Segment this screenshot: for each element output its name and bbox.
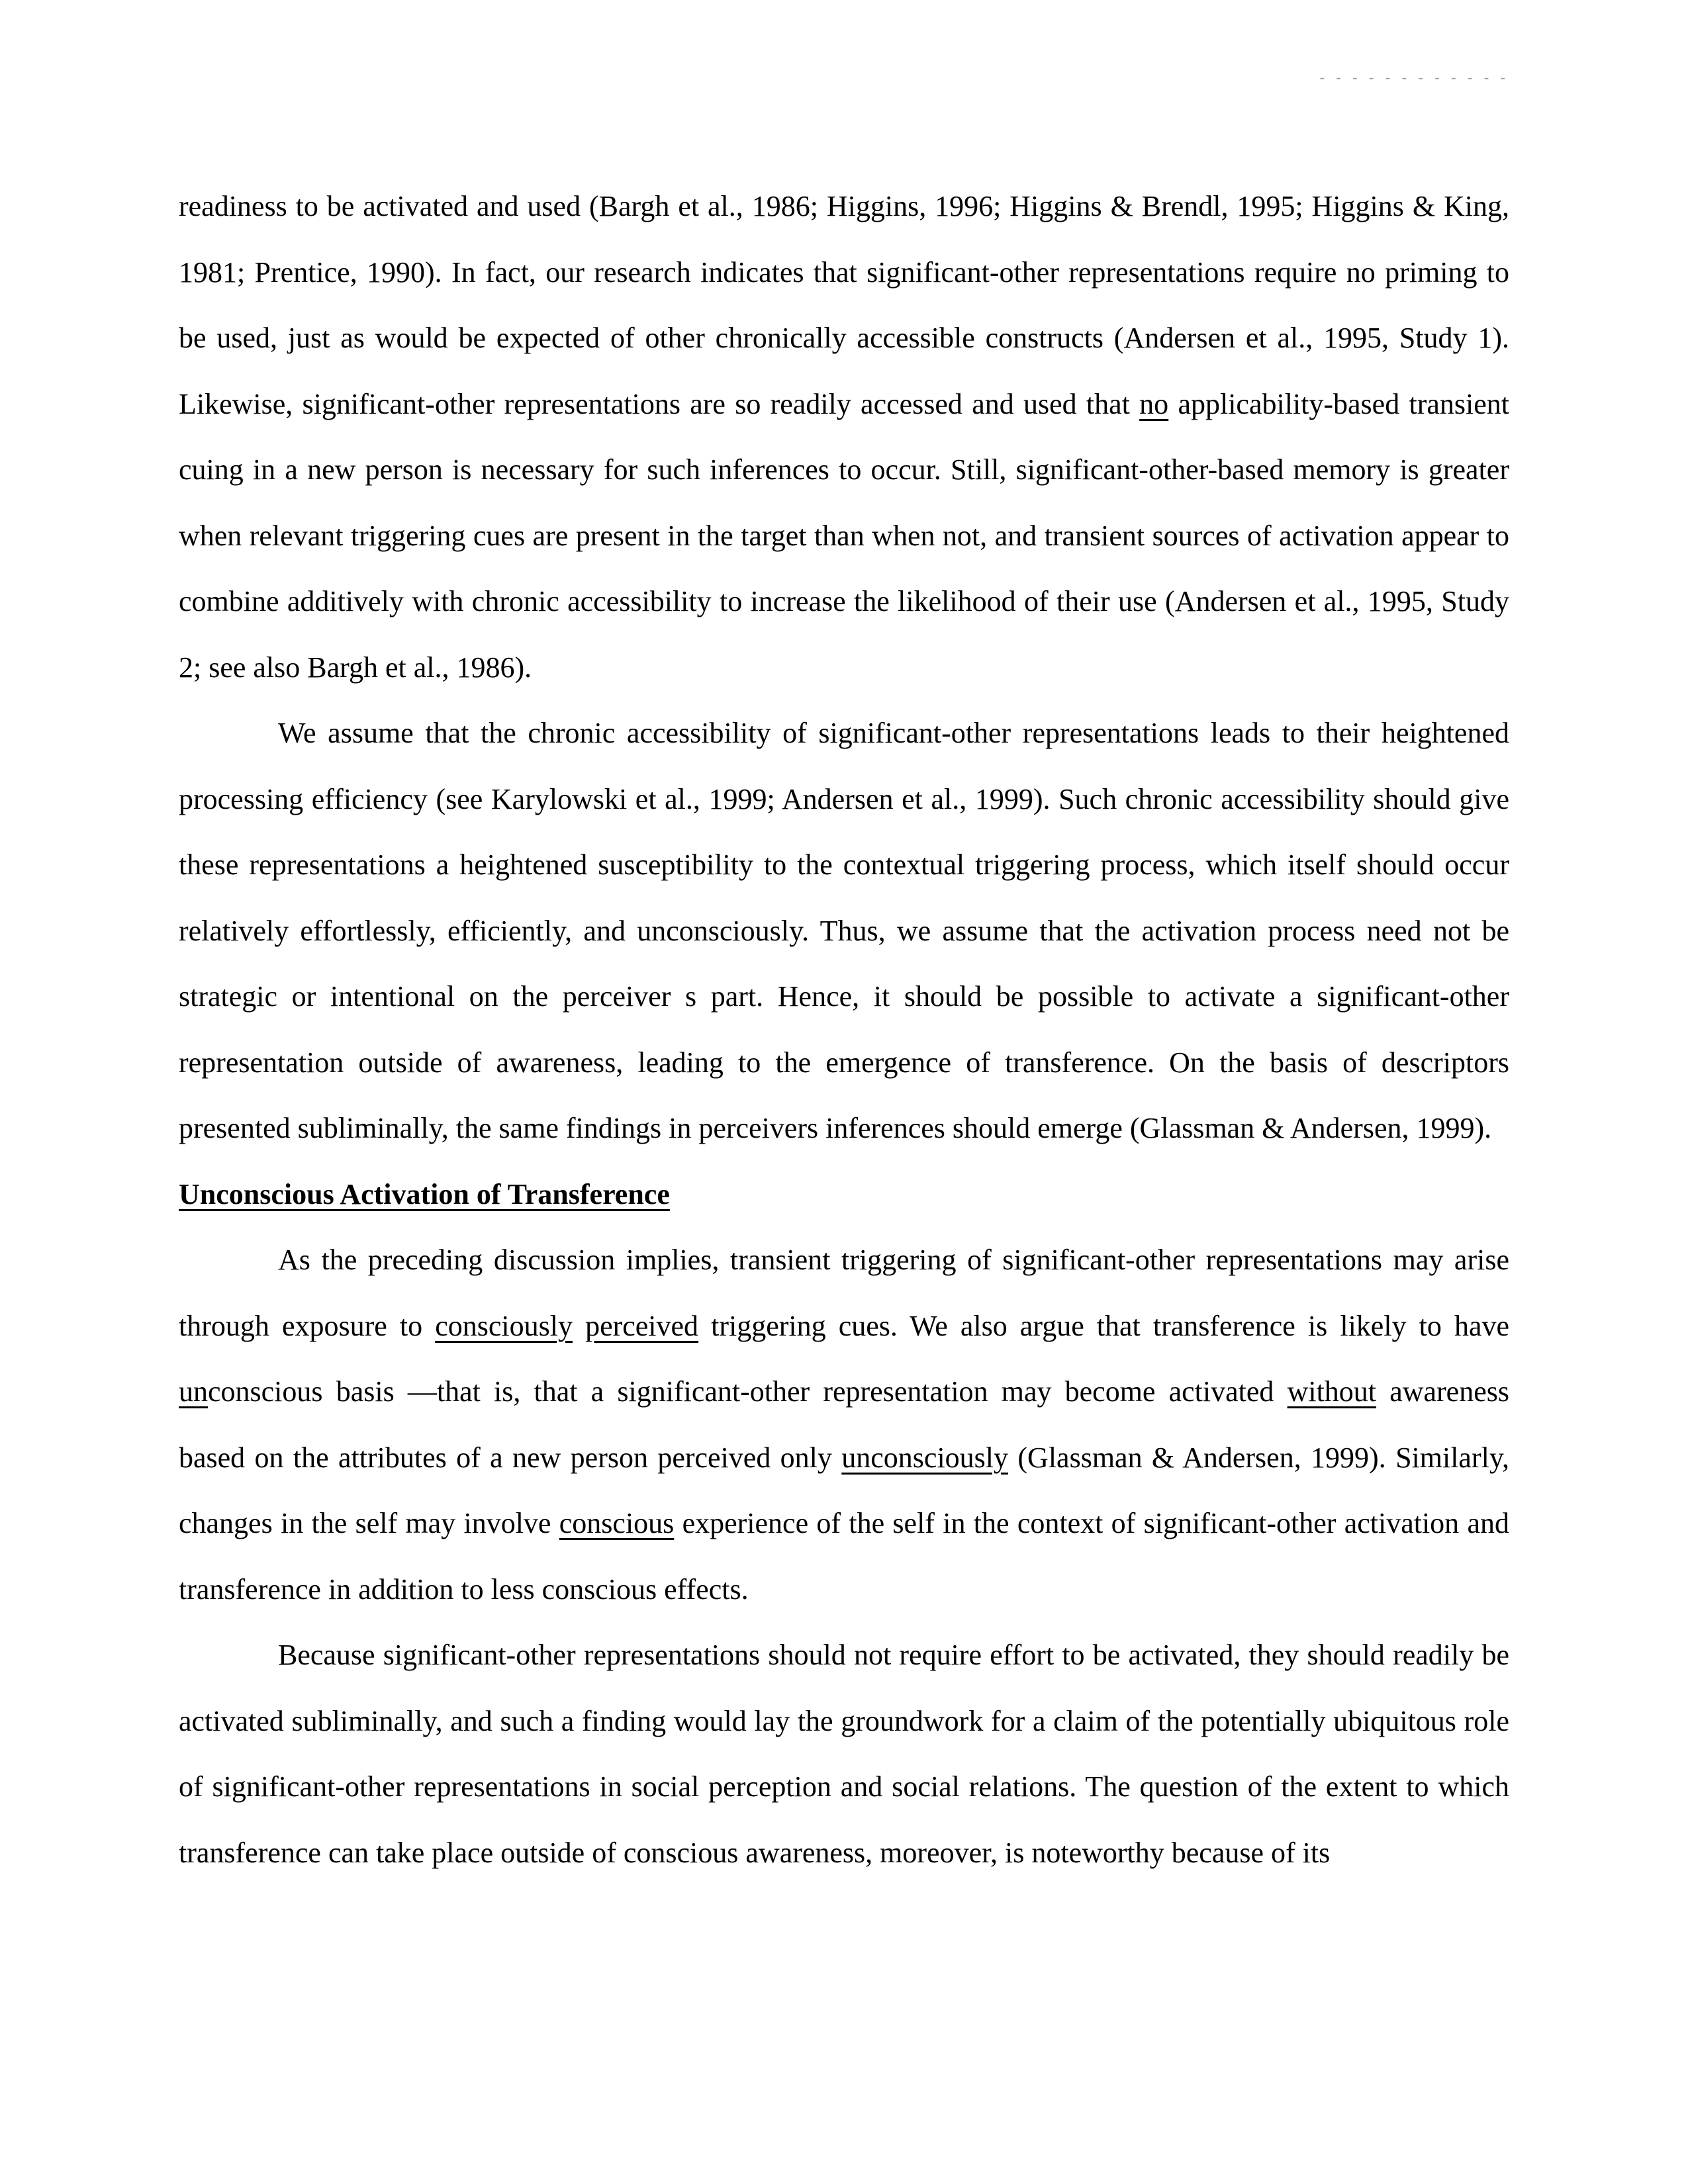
- paragraph-2: We assume that the chronic accessibility of significant-other representations leads to their heightened processing efficiency (see Karylowski et al., 1999; Andersen et al., 1999). Such chronic accessibility should give these representations a heightened susceptibility to the contextual triggering process, which itself should occur relatively effortlessly, efficiently, and unconsciously. Thus, we assume that the activation process need not be strategic or intentional on the perceiver s part. Hence, it should be possible to activate a significant-other representation outside of awareness, leading to the emergence of transference. On the basis of descriptors presented subliminally, the same findings in perceivers inferences should emerge (Glassman & Andersen, 1999).: [179, 717, 1509, 1144]
- p1-text-a: readiness to be activated and used (Bargh et al., 1986; Higgins, 1996; Higgins & Brendl, 1995; Higgins & King, 1981; Prentice, 1990). In fact, our research indicates that significant-other representations require no priming to be used, just as would be expected of other chronically accessible constructs (Andersen et al., 1995, Study 1). Likewise, significant-other representations are so readily accessed and used that: [179, 190, 1509, 420]
- document-body: [179, 173, 1509, 1886]
- p3-underlined-unconsciously: unconsciously: [841, 1441, 1009, 1474]
- section-heading: Unconscious Activation of Transference: [179, 1177, 670, 1210]
- p3-text-e: (Glassman & Andersen, 1999). Similarly, changes in the self may involve: [179, 1441, 1509, 1539]
- p3-text-d: awareness based on the attributes of a new person perceived only: [179, 1375, 1509, 1474]
- paragraph-1: [179, 173, 1509, 700]
- p3-underlined-un: un: [179, 1375, 208, 1408]
- p3-text-f: experience of the self in the context of significant-other activation and transference in addition to less conscious effects.: [179, 1507, 1510, 1606]
- paragraph-4: Because significant-other representations should not require effort to be activated, they should readily be activated subliminally, and such a finding would lay the groundwork for a claim of the potentially ubiquitous role of significant-other representations in social perception and social relations. The question of the extent to which transference can take place outside of conscious awareness, moreover, is noteworthy because of its: [179, 1639, 1509, 1869]
- p1-underlined-no: no: [1139, 387, 1169, 420]
- p3-underlined-conscious: conscious: [559, 1507, 675, 1539]
- p3-underlined-perceived: perceived: [585, 1309, 699, 1342]
- p3-text-a: As the preceding discussion implies, transient triggering of significant-other representations may arise through exposure to: [179, 1244, 1509, 1342]
- p3-underlined-consciously: consciously: [435, 1309, 573, 1342]
- paragraph-3: [179, 1227, 1509, 1622]
- p3-text-space: [573, 1310, 585, 1342]
- p3-underlined-without: without: [1287, 1375, 1377, 1408]
- p1-text-b: applicability-based transient cuing in a new person is necessary for such inferences to occur. Still, significant-other-based memory is greater when relevant triggering cues are present in the target than when not, and transient sources of activation appear to combine additively with chronic accessibility to increase the likelihood of their use (Andersen et al., 1995, Study 2; see also Bargh et al., 1986).: [179, 387, 1509, 684]
- running-head: - - - - - - - - - - - -: [1319, 69, 1509, 85]
- p3-text-b: triggering cues. We also argue that transference is likely to have: [698, 1309, 1509, 1342]
- p3-text-c: conscious basis —that is, that a significant-other representation may become activated: [208, 1375, 1288, 1408]
